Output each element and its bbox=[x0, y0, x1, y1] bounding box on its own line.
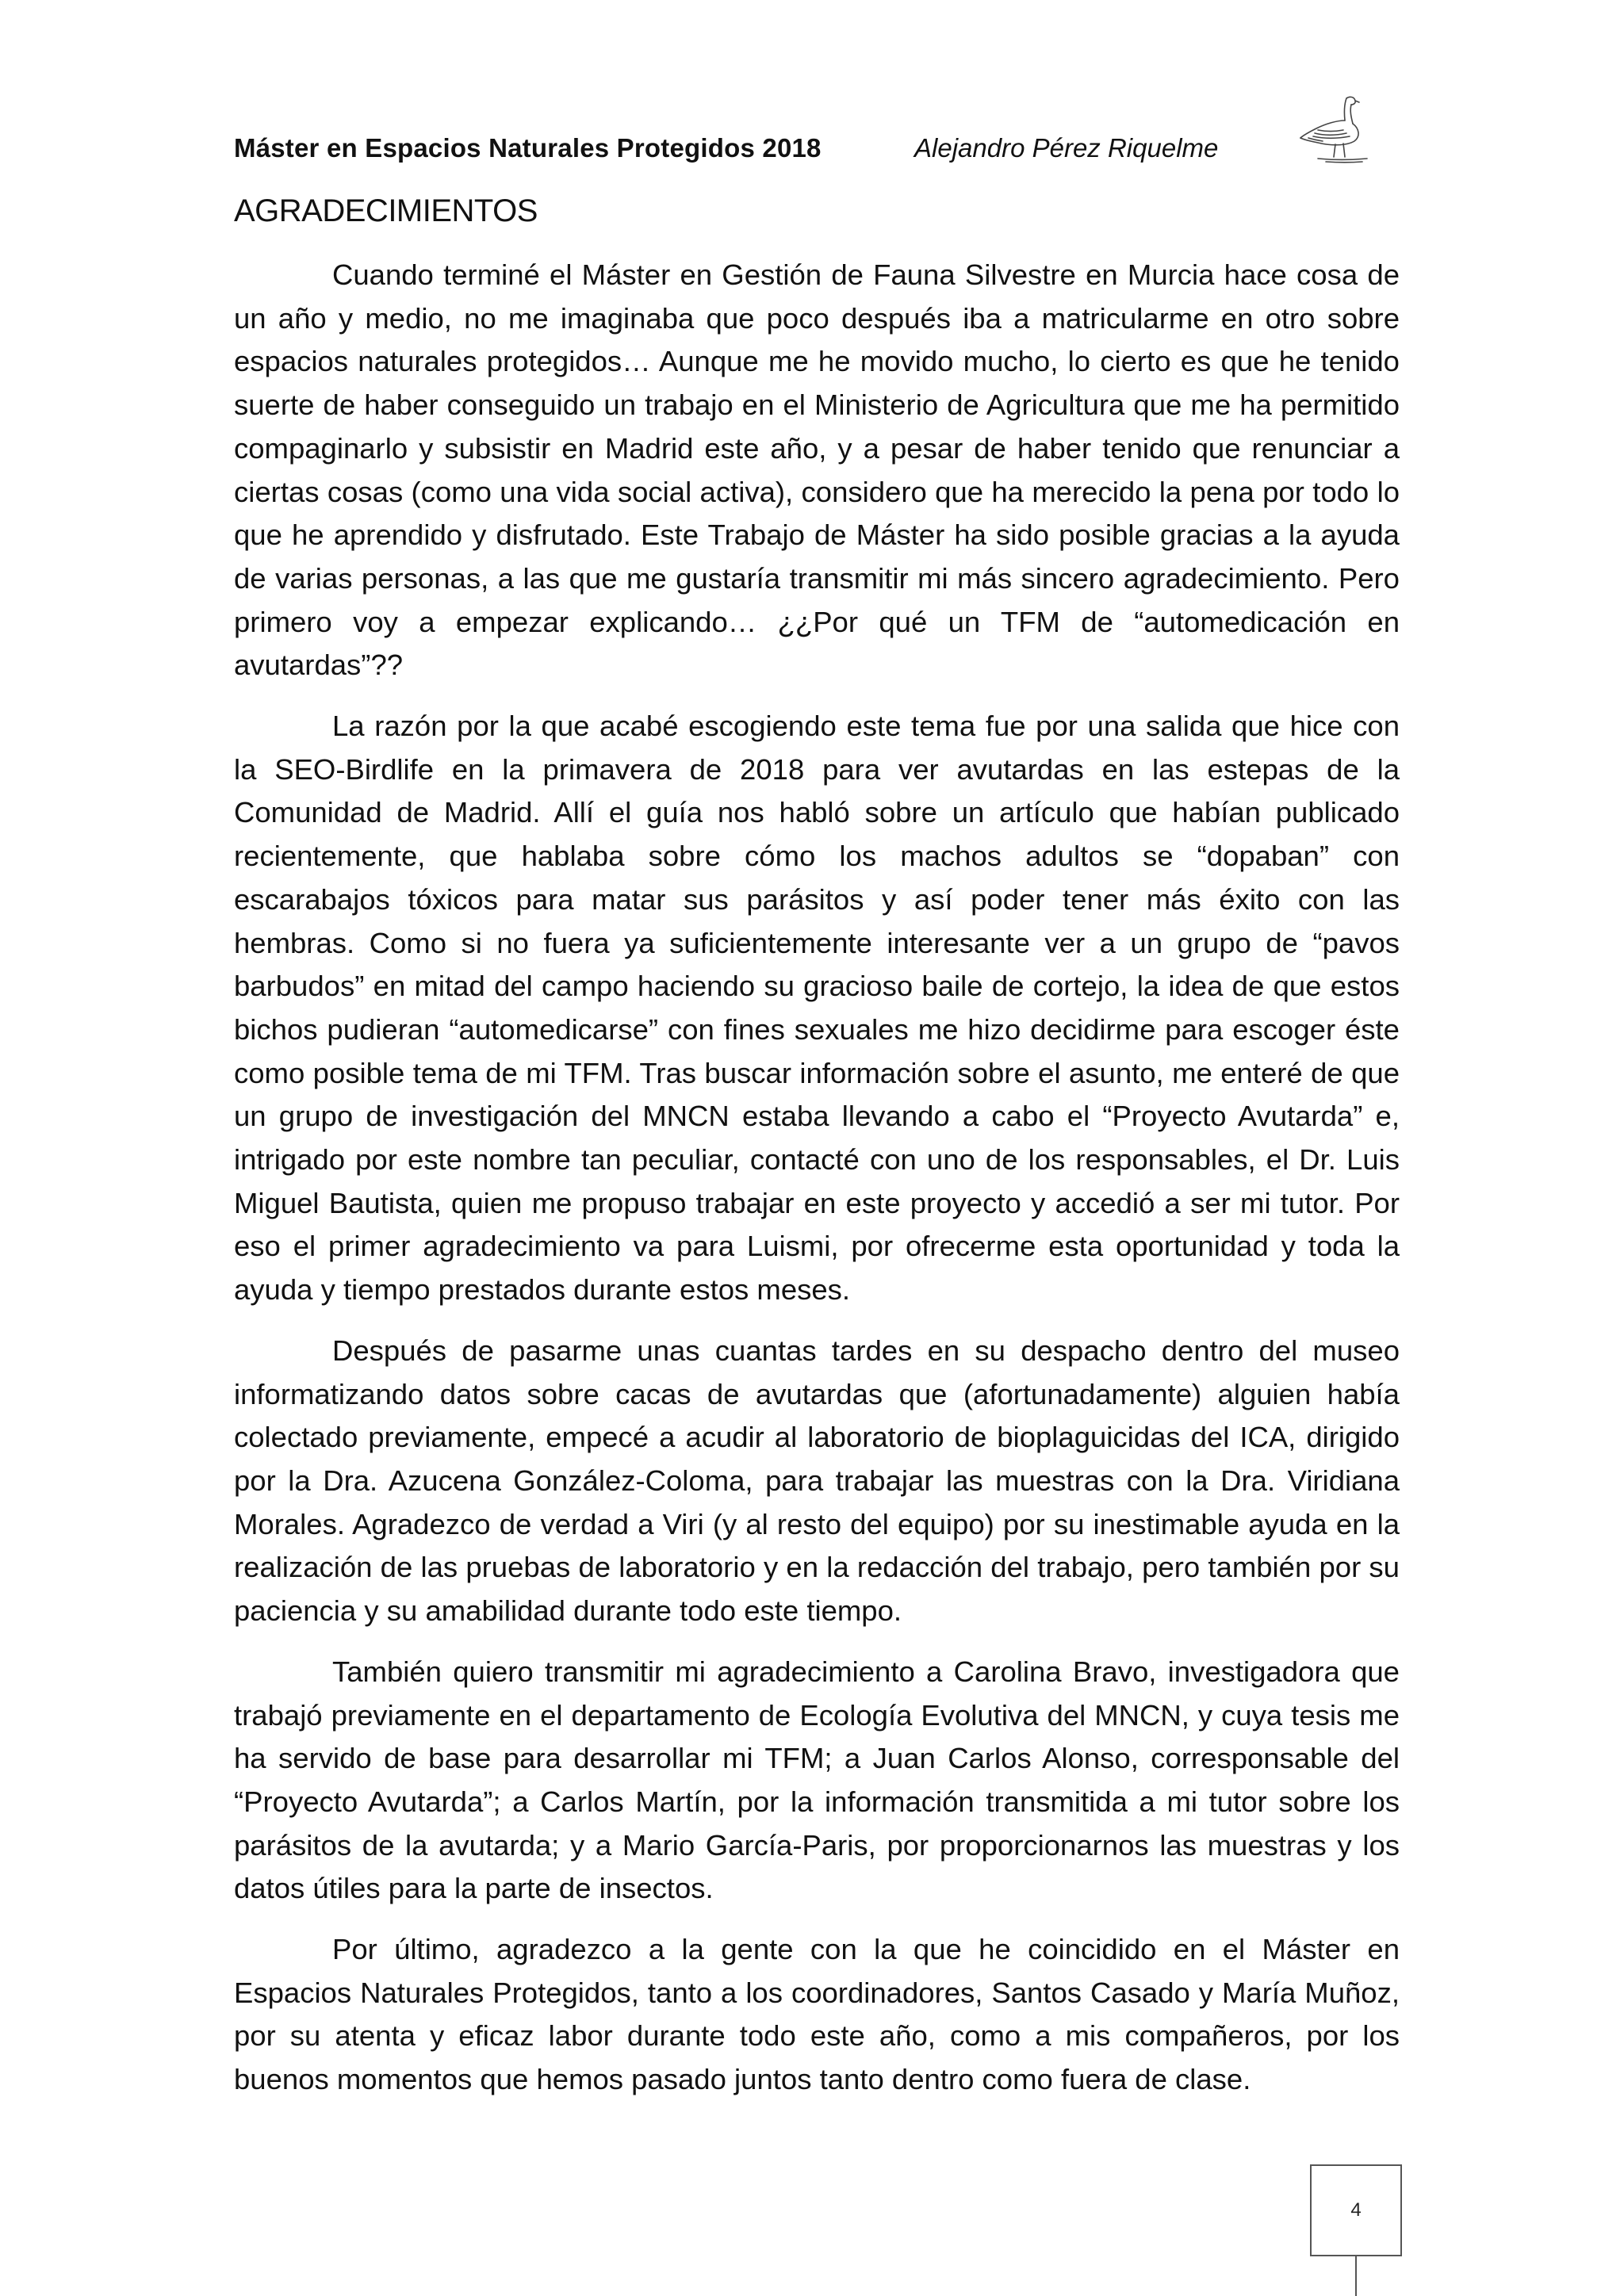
paragraph: También quiero transmitir mi agradecimiento a Carolina Bravo, investigadora que trabajó previamente en el departamento de Ecología Evolutiva del MNCN, y cuya tesis me ha servido de base para desarrollar mi TFM; a Juan Carlos Alonso, corresponsable del “Proyecto Avutarda”; a Carlos Martín, por la información transmitida a mi tutor sobre los parásitos de la avutarda; y a Mario García-Paris, por proporcionarnos las muestras y los datos útiles para la parte de insectos. bbox=[234, 1655, 1400, 1905]
header-course-title: Máster en Espacios Naturales Protegidos 2018 bbox=[234, 133, 822, 163]
acknowledgements-body bbox=[234, 254, 1400, 2119]
header-author: Alejandro Pérez Riquelme bbox=[914, 133, 1219, 163]
paragraph: Por último, agradezco a la gente con la que he coincidido en el Máster en Espacios Naturales Protegidos, tanto a los coordinadores, Santos Casado y María Muñoz, por su atenta y eficaz labor durante todo este año, como a mis compañeros, por los buenos momentos que hemos pasado juntos tanto dentro como fuera de clase. bbox=[234, 1933, 1400, 2096]
paragraph: Después de pasarme unas cuantas tardes en su despacho dentro del museo informatizando datos sobre cacas de avutardas que (afortunadamente) alguien había colectado previamente, empecé a acudir al laboratorio de bioplaguicidas del ICA, dirigido por la Dra. Azucena González-Coloma, para trabajar las muestras con la Dra. Viridiana Morales. Agradezco de verdad a Viri (y al resto del equipo) por su inestimable ayuda en la realización de las pruebas de laboratorio y en la redacción del trabajo, pero también por su paciencia y su amabilidad durante todo este tiempo. bbox=[234, 1334, 1400, 1628]
bustard-bird-icon bbox=[1294, 94, 1381, 165]
page-header bbox=[234, 127, 1400, 174]
page-number-line bbox=[1355, 2256, 1357, 2296]
page-number: 4 bbox=[1350, 2199, 1362, 2221]
page-title: AGRADECIMIENTOS bbox=[234, 193, 538, 228]
page-number-box bbox=[1310, 2164, 1402, 2256]
paragraph: La razón por la que acabé escogiendo este tema fue por una salida que hice con la SEO-Birdlife en la primavera de 2018 para ver avutardas en las estepas de la Comunidad de Madrid. Allí el guía nos habló sobre un artículo que habían publicado recientemente, que hablaba sobre cómo los machos adultos se “dopaban” con escarabajos tóxicos para matar sus parásitos y así poder tener más éxito con las hembras. Como si no fuera ya suficientemente interesante ver a un grupo de “pavos barbudos” en mitad del campo haciendo su gracioso baile de cortejo, la idea de que estos bichos pudieran “automedicarse” con fines sexuales me hizo decidirme para escoger éste como posible tema de mi TFM. Tras buscar información sobre el asunto, me enteré de que un grupo de investigación del MNCN estaba llevando a cabo el “Proyecto Avutarda” e, intrigado por este nombre tan peculiar, contacté con uno de los responsables, el Dr. Luis Miguel Bautista, quien me propuso trabajar en este proyecto y accedió a ser mi tutor. Por eso el primer agradecimiento va para Luismi, por ofrecerme esta oportunidad y toda la ayuda y tiempo prestados durante estos meses. bbox=[234, 710, 1400, 1307]
paragraph: Cuando terminé el Máster en Gestión de Fauna Silvestre en Murcia hace cosa de un año y medio, no me imaginaba que poco después iba a matricularme en otro sobre espacios naturales protegidos… Aunque me he movido mucho, lo cierto es que he tenido suerte de haber conseguido un trabajo en el Ministerio de Agricultura que me ha permitido compaginarlo y subsistir en Madrid este año, y a pesar de haber tenido que renunciar a ciertas cosas (como una vida social activa), considero que ha merecido la pena por todo lo que he aprendido y disfrutado. Este Trabajo de Máster ha sido posible gracias a la ayuda de varias personas, a las que me gustaría transmitir mi más sincero agradecimiento. Pero primero voy a empezar explicando… ¿¿Por qué un TFM de “automedicación en avutardas”?? bbox=[234, 258, 1400, 682]
